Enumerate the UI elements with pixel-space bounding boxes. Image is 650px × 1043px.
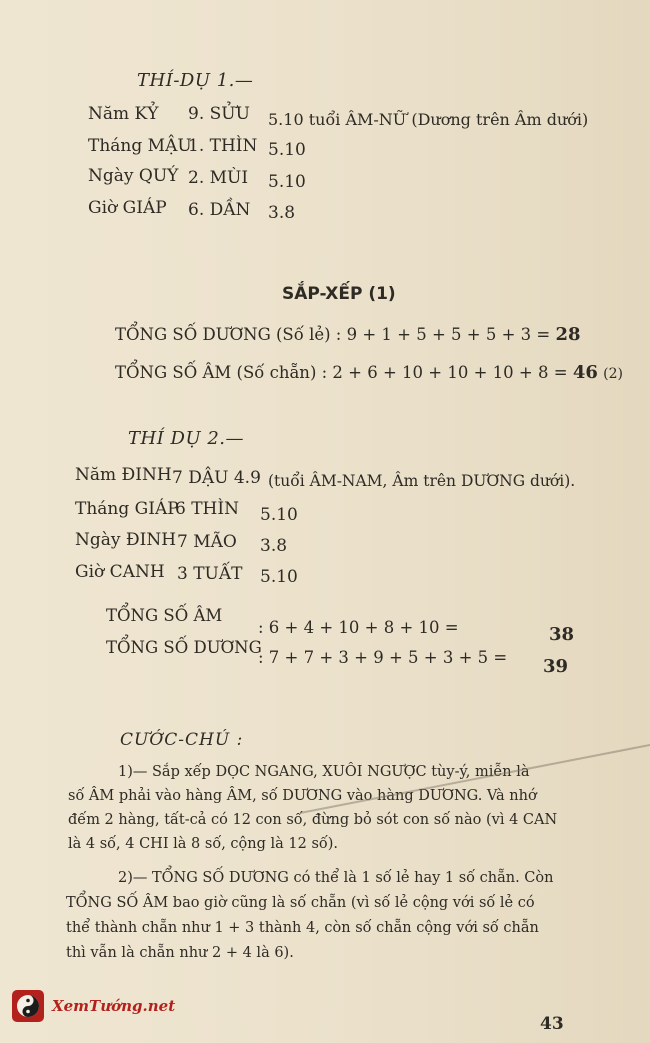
note1-line: đếm 2 hàng, tất-cả có 12 con số, đừng bỏ sót con số nào (vì 4 CAN <box>68 812 558 828</box>
ex2-sum-am-expr: : 6 + 4 + 10 + 8 + 10 = <box>258 618 459 637</box>
note2-line: TỔNG SỐ ÂM bao giờ cũng là số chẵn (vì số lẻ cộng với số lẻ có <box>66 895 535 911</box>
row-extra: (tuổi ÂM-NAM, Âm trên DƯƠNG dưới). <box>268 472 576 490</box>
row-label: Giờ GIÁP <box>88 198 167 218</box>
row-extra: 5.10 <box>260 505 298 525</box>
logo-text: XemTướng.net <box>52 997 176 1015</box>
sum-am-text: TỔNG SỐ ÂM (Số chẵn) : 2 + 6 + 10 + 10 + 10 + 8 = <box>115 363 568 382</box>
ex2-sum-duong-result: 39 <box>543 656 569 677</box>
sum-am-line <box>115 362 623 383</box>
row-label: Tháng GIÁP <box>75 499 179 519</box>
row-label: Năm KỶ <box>88 104 159 124</box>
note2-line: thể thành chẵn như 1 + 3 thành 4, còn số chẵn cộng với số chẵn <box>66 920 539 936</box>
example1-title: THÍ-DỤ 1.— <box>137 70 254 91</box>
row-extra: 5.10 tuổi ÂM-NỮ (Dương trên Âm dưới) <box>268 110 589 129</box>
site-logo[interactable] <box>12 990 182 1026</box>
row-label: Năm ĐINH <box>75 465 172 485</box>
row-value: 3 TUẤT <box>177 564 243 584</box>
row-value: 7 MÃO <box>177 532 237 552</box>
row-extra: 3.8 <box>260 536 288 556</box>
example2-title: THÍ DỤ 2.— <box>128 428 245 449</box>
ex2-sum-duong-label: TỔNG SỐ DƯƠNG <box>106 638 262 657</box>
footnote-ref: (2) <box>603 366 623 382</box>
sum-duong-text: TỔNG SỐ DƯƠNG (Số lẻ) : 9 + 1 + 5 + 5 + 5 + 3 = <box>115 325 551 344</box>
note1-line: là 4 số, 4 CHI là 8 số, cộng là 12 số). <box>68 836 339 852</box>
row-value: 9. SỬU <box>188 104 250 124</box>
note1-line: 1)— Sắp xếp DỌC NGANG, XUÔI NGƯỢC tùy-ý, miễn là <box>118 764 530 780</box>
row-value: 6 THÌN <box>175 499 239 519</box>
yin-yang-icon <box>12 990 44 1022</box>
row-extra: 5.10 <box>268 140 306 160</box>
sum-am-result: 46 <box>572 362 598 383</box>
ex2-sum-am-label: TỔNG SỐ ÂM <box>106 606 223 625</box>
row-value: 1. THÌN <box>188 136 258 156</box>
note1-line: số ÂM phải vào hàng ÂM, số DƯƠNG vào hàng DƯƠNG. Và nhớ <box>68 788 537 804</box>
row-extra: 5.10 <box>268 172 306 192</box>
row-extra: 5.10 <box>260 567 298 587</box>
ex2-sum-am-result: 38 <box>549 624 575 645</box>
page-number: 43 <box>540 1014 564 1034</box>
ex2-sum-duong-expr: : 7 + 7 + 3 + 9 + 5 + 3 + 5 = <box>258 648 508 667</box>
sum-duong-result: 28 <box>555 324 581 345</box>
note2-line: thì vẫn là chẵn như 2 + 4 là 6). <box>66 945 294 961</box>
row-value: 6. DẦN <box>188 200 251 220</box>
arrangement-title: SẮP-XẾP (1) <box>282 284 396 304</box>
row-value: 2. MÙI <box>188 168 249 188</box>
row-extra: 3.8 <box>268 203 296 223</box>
row-value: 7 DẬU 4.9 <box>172 468 261 488</box>
row-label: Ngày QUÝ <box>88 166 179 186</box>
row-label: Giờ CANH <box>75 562 165 582</box>
row-label: Tháng MẬU <box>88 136 192 156</box>
sum-duong-line <box>115 324 581 345</box>
row-label: Ngày ĐINH <box>75 530 177 550</box>
notes-title: CƯỚC-CHÚ : <box>120 730 244 750</box>
note2-line: 2)— TỔNG SỐ DƯƠNG có thể là 1 số lẻ hay 1 số chẵn. Còn <box>118 870 554 886</box>
